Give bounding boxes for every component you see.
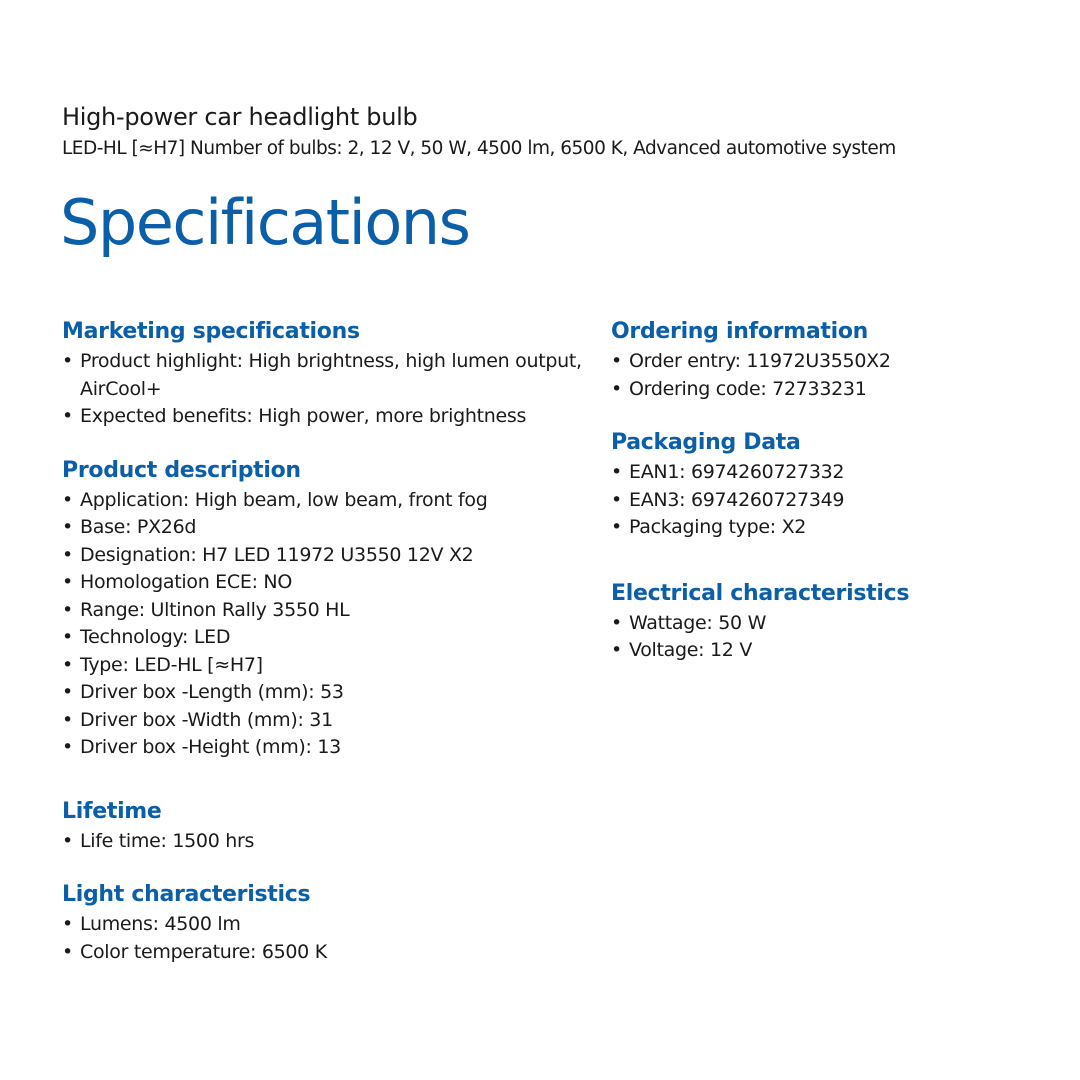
spec-item: • Voltage: 12 V bbox=[611, 637, 1051, 665]
spec-item: • Driver box -Width (mm): 31 bbox=[62, 707, 582, 735]
section-lifetime bbox=[62, 796, 582, 856]
spec-item: • Lumens: 4500 lm bbox=[62, 911, 582, 939]
spec-item: • Application: High beam, low beam, front fog bbox=[62, 487, 582, 515]
spec-item: • Homologation ECE: NO bbox=[62, 569, 582, 597]
product-title: High-power car headlight bulb bbox=[62, 103, 418, 131]
section-packaging-data bbox=[611, 427, 1051, 542]
spec-item: • Product highlight: High brightness, high lumen output, AirCool+ bbox=[62, 348, 582, 403]
section-title: Packaging Data bbox=[611, 430, 801, 455]
spec-item: • Color temperature: 6500 K bbox=[62, 939, 582, 967]
section-light-characteristics bbox=[62, 879, 582, 966]
spec-item: • Order entry: 11972U3550X2 bbox=[611, 348, 1051, 376]
spec-item: • EAN3: 6974260727349 bbox=[611, 487, 1051, 515]
spec-item: • Range: Ultinon Rally 3550 HL bbox=[62, 597, 582, 625]
spec-list bbox=[62, 828, 582, 856]
section-electrical-characteristics bbox=[611, 578, 1051, 665]
spec-item: • Expected benefits: High power, more brightness bbox=[62, 403, 582, 431]
spec-item: • Technology: LED bbox=[62, 624, 582, 652]
spec-list bbox=[611, 610, 1051, 665]
spec-item: • Packaging type: X2 bbox=[611, 514, 1051, 542]
spec-list bbox=[62, 348, 582, 431]
spec-list bbox=[62, 487, 582, 762]
section-ordering-information bbox=[611, 316, 1051, 403]
spec-item: • Life time: 1500 hrs bbox=[62, 828, 582, 856]
section-title: Light characteristics bbox=[62, 882, 311, 907]
section-title: Electrical characteristics bbox=[611, 580, 910, 606]
section-title: Lifetime bbox=[62, 798, 162, 824]
spec-item: • Driver box -Height (mm): 13 bbox=[62, 734, 582, 762]
spec-item: • Base: PX26d bbox=[62, 514, 582, 542]
product-subtitle: LED-HL [≈H7] Number of bulbs: 2, 12 V, 50 W, 4500 lm, 6500 K, Advanced automotive system bbox=[62, 138, 896, 159]
page-title: Specifications bbox=[60, 186, 470, 259]
spec-item: • Type: LED-HL [≈H7] bbox=[62, 652, 582, 680]
specs-right-column bbox=[611, 316, 1051, 665]
section-title: Ordering information bbox=[611, 319, 869, 344]
spec-list bbox=[611, 348, 1051, 403]
section-title: Marketing specifications bbox=[62, 319, 360, 344]
product-header bbox=[62, 100, 1052, 164]
spec-item: • Designation: H7 LED 11972 U3550 12V X2 bbox=[62, 542, 582, 570]
section-marketing-specifications bbox=[62, 316, 582, 431]
section-product-description bbox=[62, 455, 582, 762]
specs-left-column bbox=[62, 316, 582, 966]
spec-item: • EAN1: 6974260727332 bbox=[611, 459, 1051, 487]
spec-item: • Ordering code: 72733231 bbox=[611, 376, 1051, 404]
section-title: Product description bbox=[62, 457, 301, 483]
spec-item: • Driver box -Length (mm): 53 bbox=[62, 679, 582, 707]
spec-item: • Wattage: 50 W bbox=[611, 610, 1051, 638]
spec-list bbox=[611, 459, 1051, 542]
spec-list bbox=[62, 911, 582, 966]
